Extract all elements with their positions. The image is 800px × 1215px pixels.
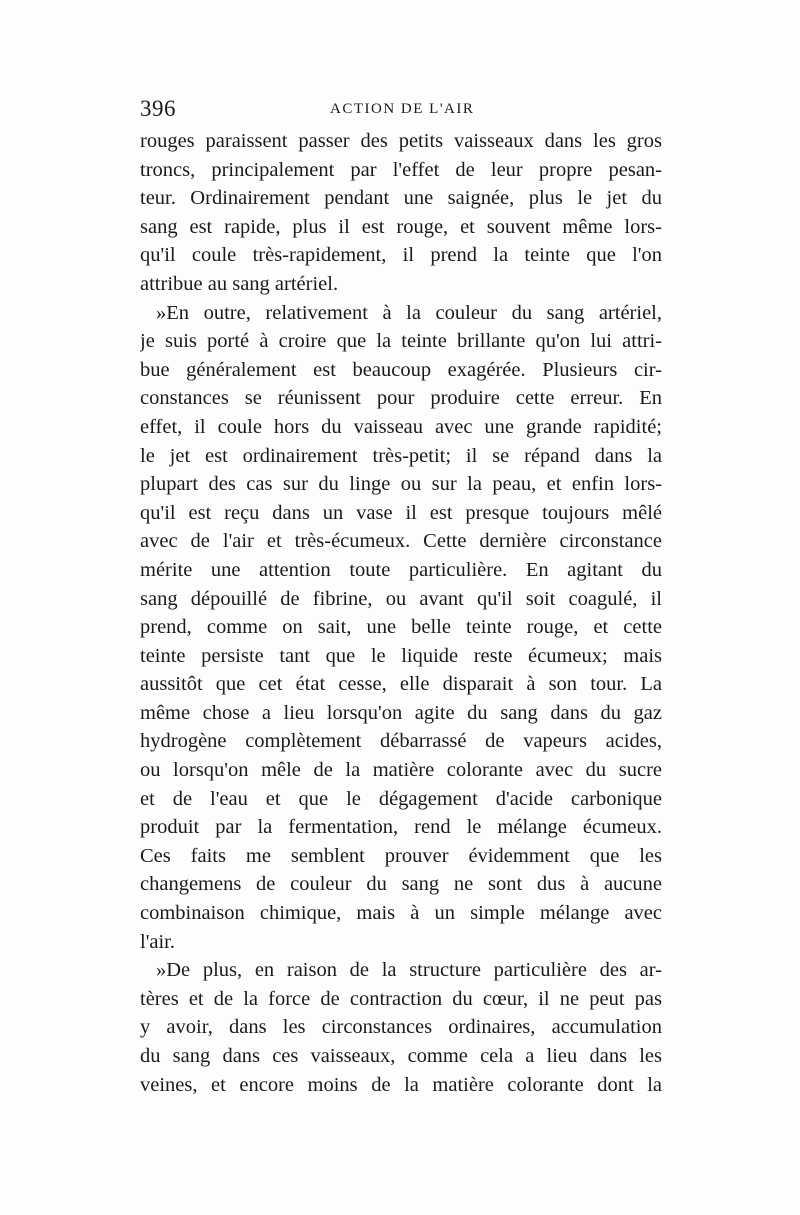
text-line: combinaison chimique, mais à un simple mélange avec (140, 902, 662, 925)
running-head: ACTION DE L'AIR (330, 101, 475, 117)
text-line: tères et de la force de contraction du cœur, il ne peut pas (140, 987, 662, 1010)
text-line: même chose a lieu lorsqu'on agite du sang dans du gaz (140, 701, 662, 724)
text-line: sang est rapide, plus il est rouge, et souvent même lors- (140, 215, 662, 238)
text-line: le jet est ordinairement très-petit; il se répand dans la (140, 444, 662, 467)
text-line: l'air. (140, 930, 176, 953)
body-text (140, 127, 662, 1099)
text-line: hydrogène complètement débarrassé de vapeurs acides, (140, 730, 662, 753)
text-line: rouges paraissent passer des petits vaisseaux dans les gros (140, 130, 662, 152)
text-line: plupart des cas sur du linge ou sur la peau, et enfin lors- (140, 473, 662, 496)
text-line: aussitôt que cet état cesse, elle disparait à son tour. La (140, 673, 662, 696)
text-line: Ces faits me semblent prouver évidemment que les (140, 844, 662, 867)
text-line: qu'il est reçu dans un vase il est presque toujours mêlé (140, 501, 662, 524)
text-line: changemens de couleur du sang ne sont dus à aucune (140, 873, 662, 896)
text-line: sang dépouillé de fibrine, ou avant qu'il soit coagulé, il (140, 587, 662, 610)
text-line: je suis porté à croire que la teinte brillante qu'on lui attri- (140, 330, 662, 353)
text-line: teinte persiste tant que le liquide reste écumeux; mais (140, 644, 662, 667)
text-line: constances se réunissent pour produire cette erreur. En (140, 387, 662, 410)
page-header (140, 96, 660, 126)
text-line: produit par la fermentation, rend le mélange écumeux. (140, 816, 662, 839)
text-line: effet, il coule hors du vaisseau avec une grande rapidité; (140, 415, 662, 438)
text-line: avec de l'air et très-écumeux. Cette dernière circonstance (140, 530, 662, 553)
text-line: y avoir, dans les circonstances ordinaires, accumulation (140, 1016, 662, 1039)
text-line: mérite une attention toute particulière. En agitant du (140, 558, 662, 581)
text-line: bue généralement est beaucoup exagérée. Plusieurs cir- (140, 358, 662, 381)
text-line: qu'il coule très-rapidement, il prend la teinte que l'on (140, 244, 662, 267)
text-line: troncs, principalement par l'effet de leur propre pesan- (140, 158, 662, 181)
text-line: prend, comme on sait, une belle teinte rouge, et cette (140, 616, 662, 639)
text-line: »De plus, en raison de la structure particulière des ar- (156, 959, 662, 982)
text-line: teur. Ordinairement pendant une saignée, plus le jet du (140, 187, 662, 210)
text-line: ou lorsqu'on mêle de la matière colorante avec du sucre (140, 759, 662, 782)
text-line: et de l'eau et que le dégagement d'acide carbonique (140, 787, 662, 810)
page-number: 396 (140, 96, 176, 121)
text-line: attribue au sang artériel. (140, 272, 339, 295)
text-line: veines, et encore moins de la matière colorante dont la (140, 1073, 662, 1096)
text-line: »En outre, relativement à la couleur du sang artériel, (156, 301, 662, 324)
text-line: du sang dans ces vaisseaux, comme cela a lieu dans les (140, 1045, 662, 1067)
